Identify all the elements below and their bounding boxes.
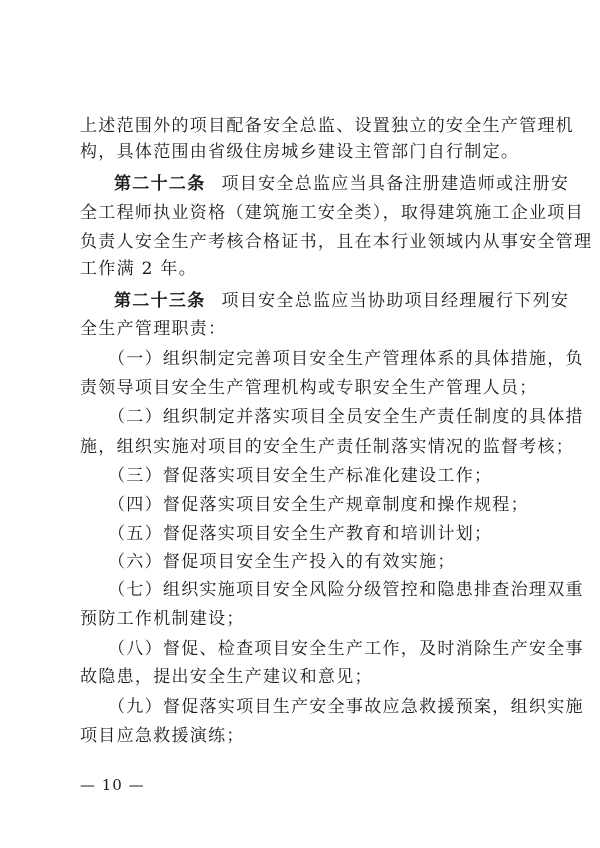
text-line: 项目安全总监应当具备注册建造师或注册安 [221,174,570,194]
list-item: （四）督促落实项目安全生产规章制度和操作规程； [108,495,529,515]
text-line: 预防工作机制建设； [80,609,245,629]
list-item: （一）组织制定完善项目安全生产管理体系的具体措施，负 [108,349,584,369]
list-item: （八）督促、检查项目安全生产工作，及时消除生产安全事 [108,639,584,659]
page-number: — 10 — [80,776,145,794]
article-22-line [114,174,569,194]
article-23-line [114,291,569,311]
text-line: 构，具体范围由省级住房城乡建设主管部门自行制定。 [80,142,520,162]
text-line: 负责人安全生产考核合格证书，且在本行业领域内从事安全管理 [80,232,593,252]
text-line: 项目应急救援演练； [80,726,245,746]
text-line: 全工程师执业资格（建筑施工安全类），取得建筑施工企业项目 [80,203,584,223]
text-line: 责领导项目安全生产管理机构或专职安全生产管理人员； [80,378,538,398]
text-line: 施，组织实施对项目的安全生产责任制落实情况的监督考核； [80,437,575,457]
text-line: 项目安全总监应当协助项目经理履行下列安 [221,291,570,311]
list-item: （二）组织制定并落实项目全员安全生产责任制度的具体措 [108,407,584,427]
list-item: （三）督促落实项目安全生产标准化建设工作； [108,466,493,486]
text-line: 工作满 2 年。 [80,259,198,279]
list-item: （五）督促落实项目安全生产教育和培训计划； [108,524,493,544]
list-item: （七）组织实施项目安全风险分级管控和隐患排查治理双重 [108,580,584,600]
text-line: 全生产管理职责： [80,319,227,339]
text-line: 故隐患，提出安全生产建议和意见； [80,667,373,687]
article-heading: 第二十三条 [114,291,206,311]
list-item: （九）督促落实项目生产安全事故应急救援预案，组织实施 [108,697,584,717]
list-item: （六）督促项目安全生产投入的有效实施； [108,552,456,572]
text-line: 上述范围外的项目配备安全总监、设置独立的安全生产管理机 [80,116,575,136]
article-heading: 第二十二条 [114,174,206,194]
